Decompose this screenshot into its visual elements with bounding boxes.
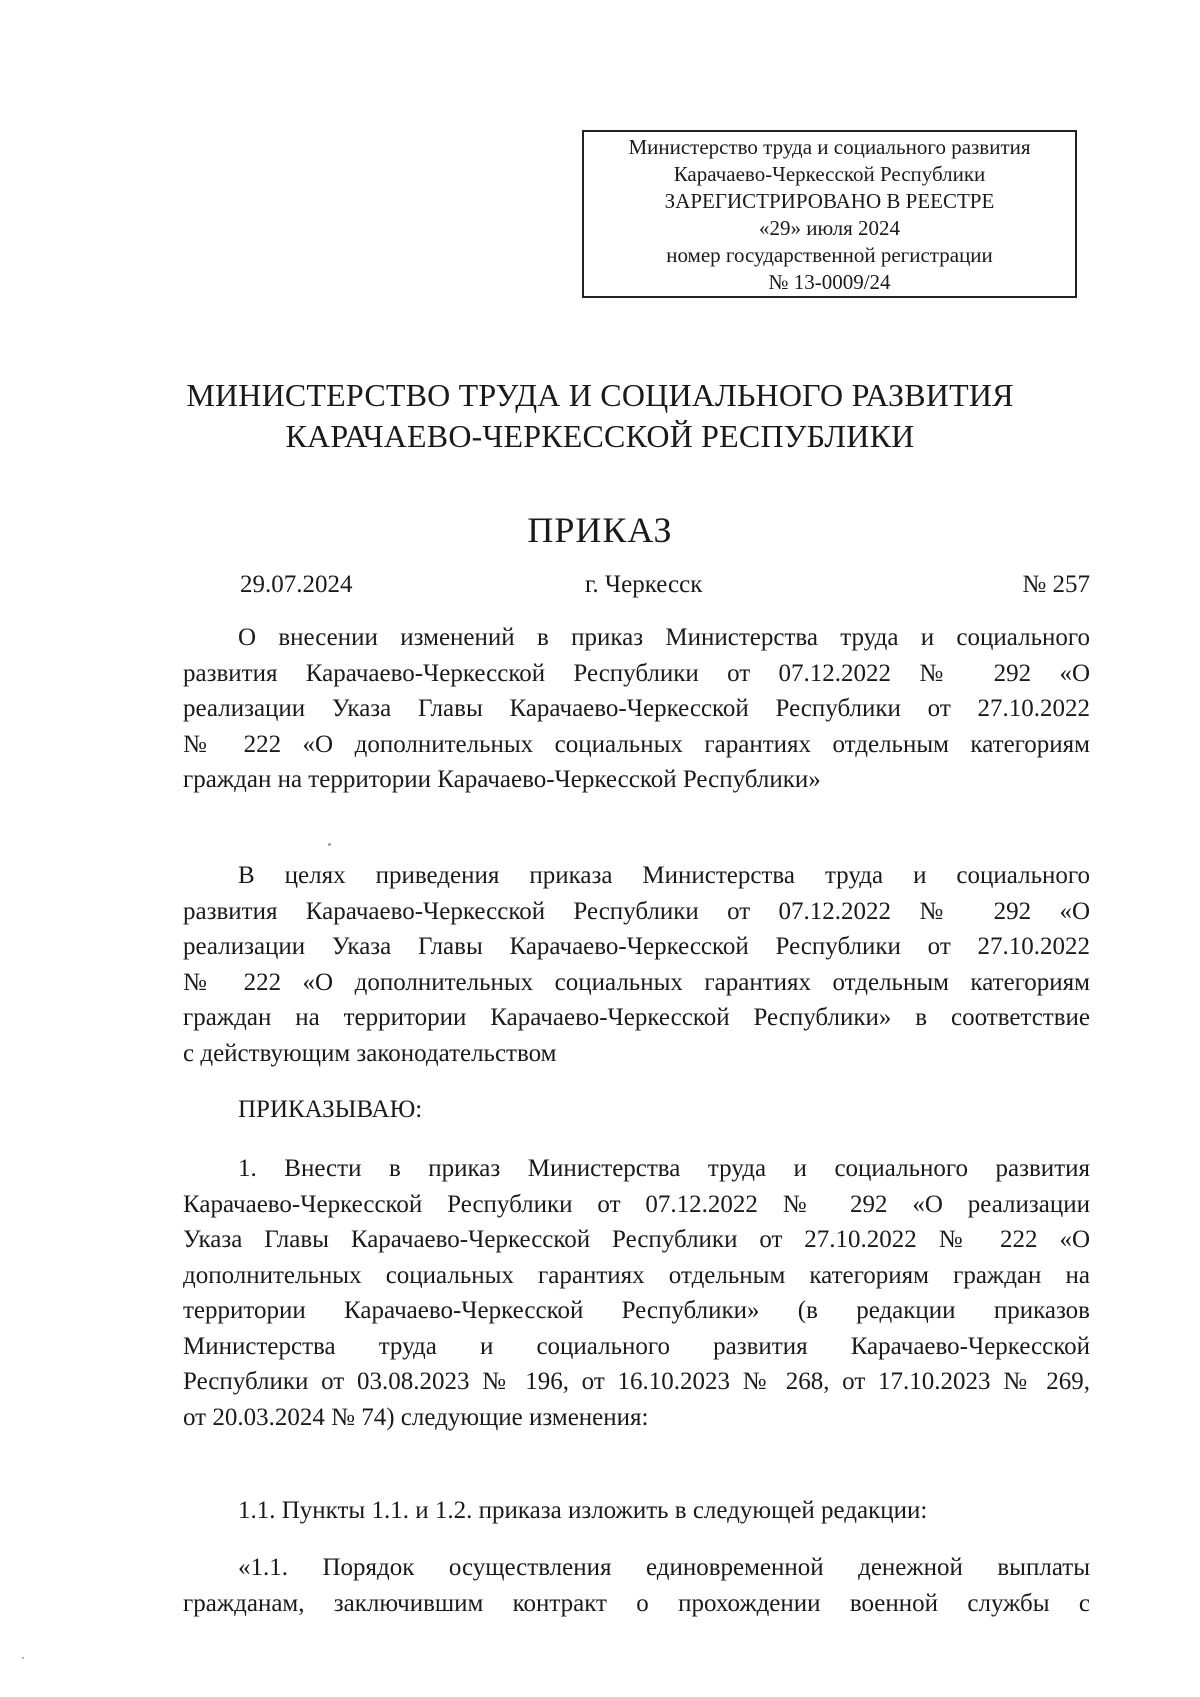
text-line: Указа Главы Карачаево-Черкесской Республики от 27.10.2022 № 222 «О [183,1226,1090,1253]
stamp-line: Карачаево-Черкесской Республики [673,162,986,186]
text-line: развития Карачаево-Черкесской Республики от 07.12.2022 № 292 «О [183,659,1090,687]
text-line: Министерства труда и социального развития Карачаево-Черкесской [183,1332,1090,1360]
text-line: гражданам, заключившим контракт о прохождении военной службы с [183,1589,1090,1617]
text-line: № 222 «О дополнительных социальных гарантиях отдельным категориям [183,968,1090,996]
title-paragraph [183,620,1090,798]
text-line: «1.1. Порядок осуществления единовременной денежной выплаты [238,1554,1090,1581]
document-number: № 257 [1022,571,1090,598]
stamp-line: номер государственной регистрации [666,243,993,267]
document-meta-row [240,568,1090,602]
text-line: граждан на территории Карачаево-Черкесской Республики» [183,766,821,793]
text-line: реализации Указа Главы Карачаево-Черкесской Республики от 27.10.2022 [183,933,1090,960]
scan-speck [328,843,331,846]
text-line: дополнительных социальных гарантиях отдельным категориям граждан на [183,1261,1090,1289]
item-1-paragraph [183,1151,1090,1435]
item-1-1-line: 1.1. Пункты 1.1. и 1.2. приказа изложить в следующей редакции: [238,1497,928,1524]
order-directive-word: ПРИКАЗЫВАЮ: [238,1096,423,1123]
ministry-heading [0,375,1200,457]
text-line: с действующим законодательством [183,1039,557,1067]
document-type: ПРИКАЗ [527,510,673,550]
document-city: г. Черкесск [585,571,703,598]
text-line: от 20.03.2024 № 74) следующие изменения: [183,1403,649,1431]
stamp-line: «29» июля 2024 [758,216,901,240]
document-date: 29.07.2024 [240,571,353,598]
preamble-paragraph [183,858,1090,1071]
text-line: № 222 «О дополнительных социальных гарантиях отдельным категориям [183,730,1090,758]
text-line: граждан на территории Карачаево-Черкесской Республики» в соответствие [183,1004,1090,1031]
text-line: 1. Внести в приказ Министерства труда и социального развития [238,1155,1090,1182]
stamp-line: Министерство труда и социального развития [628,135,1031,159]
text-line: О внесении изменений в приказ Министерства труда и социального [238,624,1090,651]
text-line: территории Карачаево-Черкесской Республики» (в редакции приказов [183,1297,1090,1324]
text-line: реализации Указа Главы Карачаево-Черкесской Республики от 27.10.2022 [183,695,1090,722]
registration-stamp [582,130,1077,298]
text-line: Карачаево-Черкесской Республики от 07.12.2022 № 292 «О реализации [183,1190,1090,1218]
text-line: Республики от 03.08.2023 № 196, от 16.10.2023 № 268, от 17.10.2023 № 269, [183,1368,1090,1395]
stamp-line: № 13-0009/24 [768,270,891,294]
text-line: развития Карачаево-Черкесской Республики от 07.12.2022 № 292 «О [183,897,1090,925]
scan-speck [22,1657,24,1659]
stamp-line: ЗАРЕГИСТРИРОВАНО В РЕЕСТРЕ [664,189,995,213]
ministry-heading-line: КАРАЧАЕВО-ЧЕРКЕССКОЙ РЕСПУБЛИКИ [285,418,915,454]
text-line: В целях приведения приказа Министерства труда и социального [238,862,1090,889]
quote-paragraph [183,1550,1090,1621]
ministry-heading-line: МИНИСТЕРСТВО ТРУДА И СОЦИАЛЬНОГО РАЗВИТИЯ [186,377,1014,413]
